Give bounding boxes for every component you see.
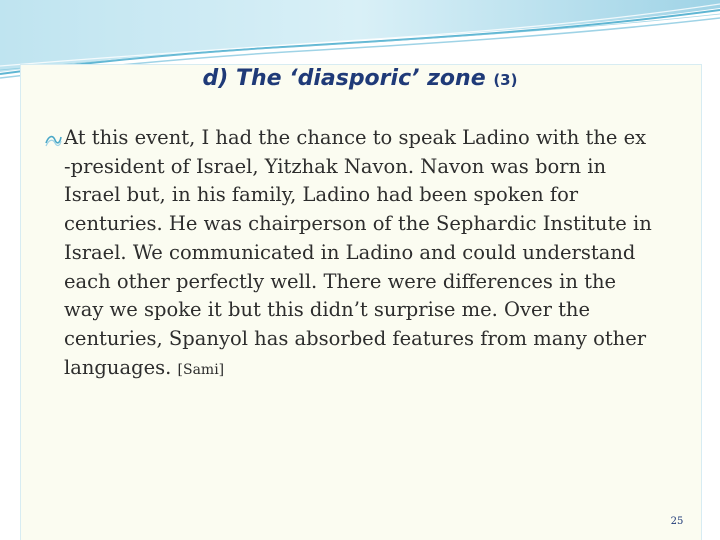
paragraph-line: centuries, Spanyol has absorbed features from many other — [64, 326, 647, 350]
body-text-block — [44, 124, 684, 384]
page-number: 25 — [670, 516, 684, 527]
quote-paragraph — [44, 124, 684, 384]
slide-title — [0, 66, 720, 91]
paragraph-line: centuries. He was chairperson of the Sephardic Institute in — [64, 212, 652, 236]
paragraph-line: -president of Israel, Yitzhak Navon. Navon was born in — [64, 154, 607, 178]
slide-title-number: (3) — [493, 71, 518, 89]
paragraph-line: languages. — [64, 355, 172, 379]
paragraph-line: At this event, I had the chance to speak Ladino with the ex — [64, 126, 647, 149]
paragraph-line: way we spoke it but this didn’t surprise me. Over the — [64, 298, 591, 322]
paragraph-line: Israel but, in his family, Ladino had been spoken for — [64, 183, 579, 207]
paragraph-line: each other perfectly well. There were differences in the — [64, 269, 617, 293]
paragraph-line: Israel. We communicated in Ladino and could understand — [64, 240, 636, 264]
wavy-bullet-icon — [44, 131, 62, 149]
quote-attribution: [Sami] — [177, 361, 225, 378]
slide-title-main: d) The ‘diasporic’ zone — [202, 66, 486, 91]
